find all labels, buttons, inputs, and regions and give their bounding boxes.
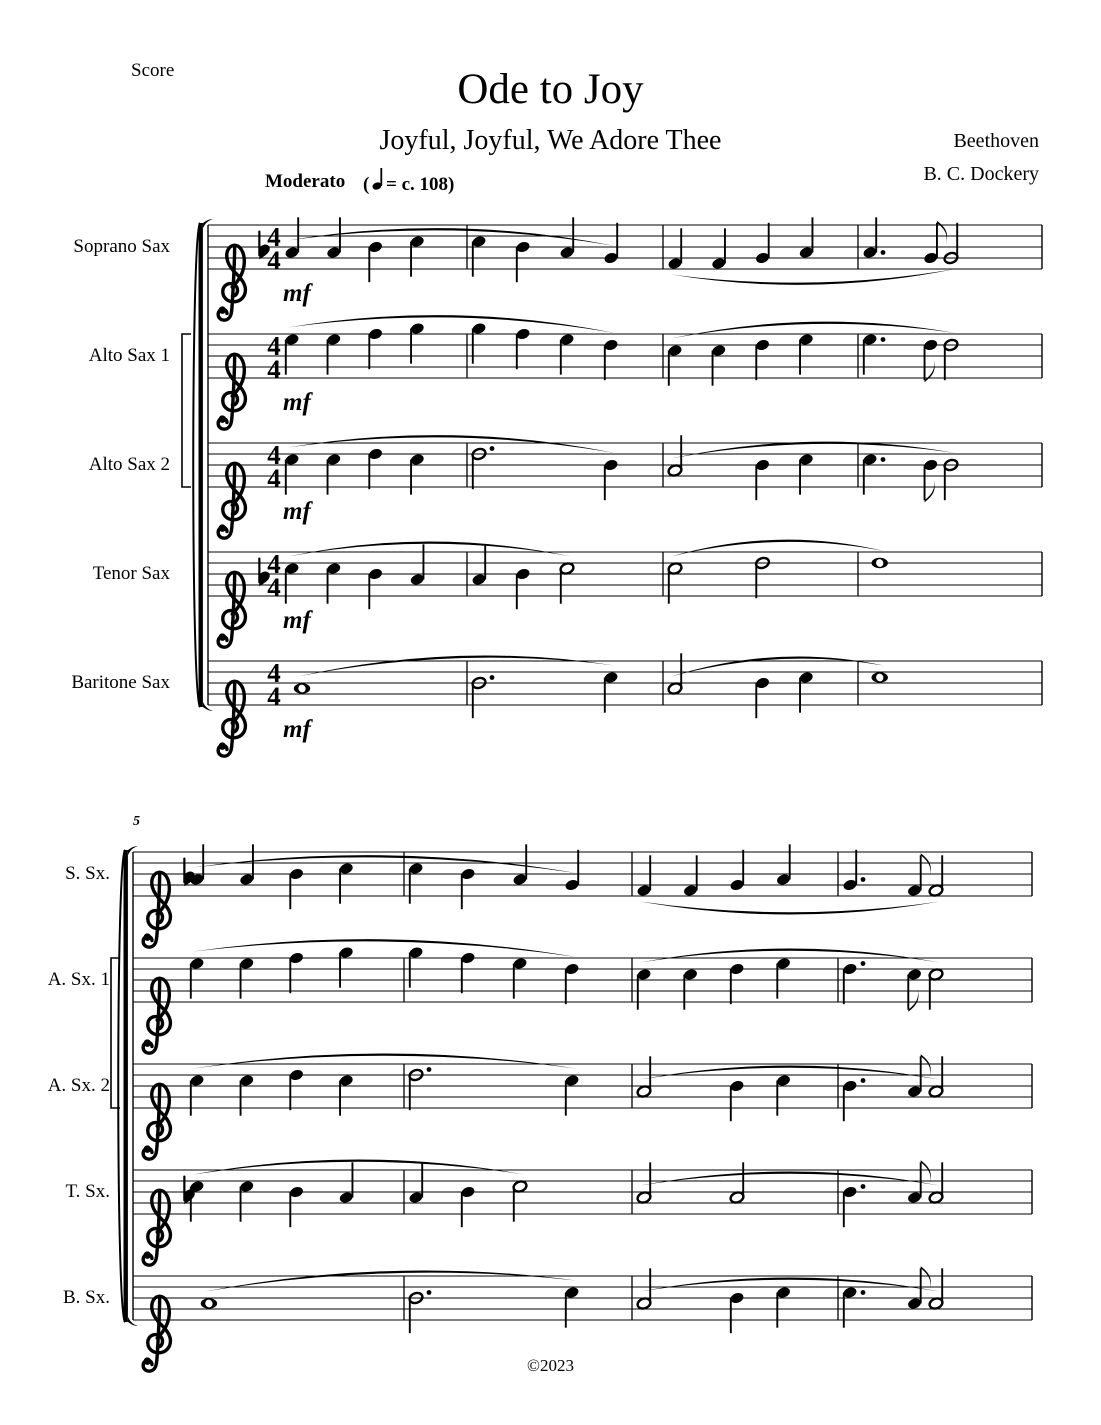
dynamic-marking: mf	[283, 280, 311, 307]
svg-text:4: 4	[267, 222, 281, 252]
page-title: Ode to Joy	[457, 66, 644, 113]
tempo-bpm-text: = c. 108)	[386, 174, 455, 195]
svg-text:4: 4	[267, 245, 281, 276]
svg-text:4: 4	[267, 549, 281, 579]
staff-label-a-sx-1: A. Sx. 1	[47, 969, 110, 990]
dynamic-marking: mf	[283, 607, 311, 634]
staff-label-t-sx: T. Sx.	[65, 1181, 110, 1202]
staff-label-a-sx-2: A. Sx. 2	[47, 1075, 110, 1096]
staff-label-tenor-sax: Tenor Sax	[92, 563, 170, 584]
svg-text:4: 4	[267, 658, 281, 688]
arranger-credit: B. C. Dockery	[923, 163, 1039, 185]
staff-label-soprano-sax: Soprano Sax	[73, 236, 170, 257]
score-label: Score	[131, 60, 175, 81]
svg-text:4: 4	[267, 681, 281, 712]
page-subtitle: Joyful, Joyful, We Adore Thee	[379, 125, 722, 156]
staff-label-s-sx: S. Sx.	[65, 863, 110, 884]
staff-label-alto-sax-2: Alto Sax 2	[88, 454, 170, 475]
svg-text:4: 4	[267, 354, 281, 385]
svg-text:4: 4	[267, 440, 281, 470]
dynamic-marking: mf	[283, 389, 311, 416]
svg-text:4: 4	[267, 463, 281, 494]
composer-credit: Beethoven	[953, 130, 1039, 152]
dynamic-marking: mf	[283, 498, 311, 525]
dynamic-marking: mf	[283, 716, 311, 743]
svg-text:4: 4	[267, 572, 281, 603]
tempo-marking-text: Moderato	[265, 171, 346, 192]
svg-text:(: (	[363, 174, 370, 195]
svg-text:4: 4	[267, 331, 281, 361]
staff-label-b-sx: B. Sx.	[63, 1287, 110, 1308]
staff-label-alto-sax-1: Alto Sax 1	[88, 345, 170, 366]
staff-label-baritone-sax: Baritone Sax	[71, 672, 170, 693]
measure-number: 5	[133, 814, 140, 829]
copyright-notice: ©2023	[527, 1356, 574, 1375]
